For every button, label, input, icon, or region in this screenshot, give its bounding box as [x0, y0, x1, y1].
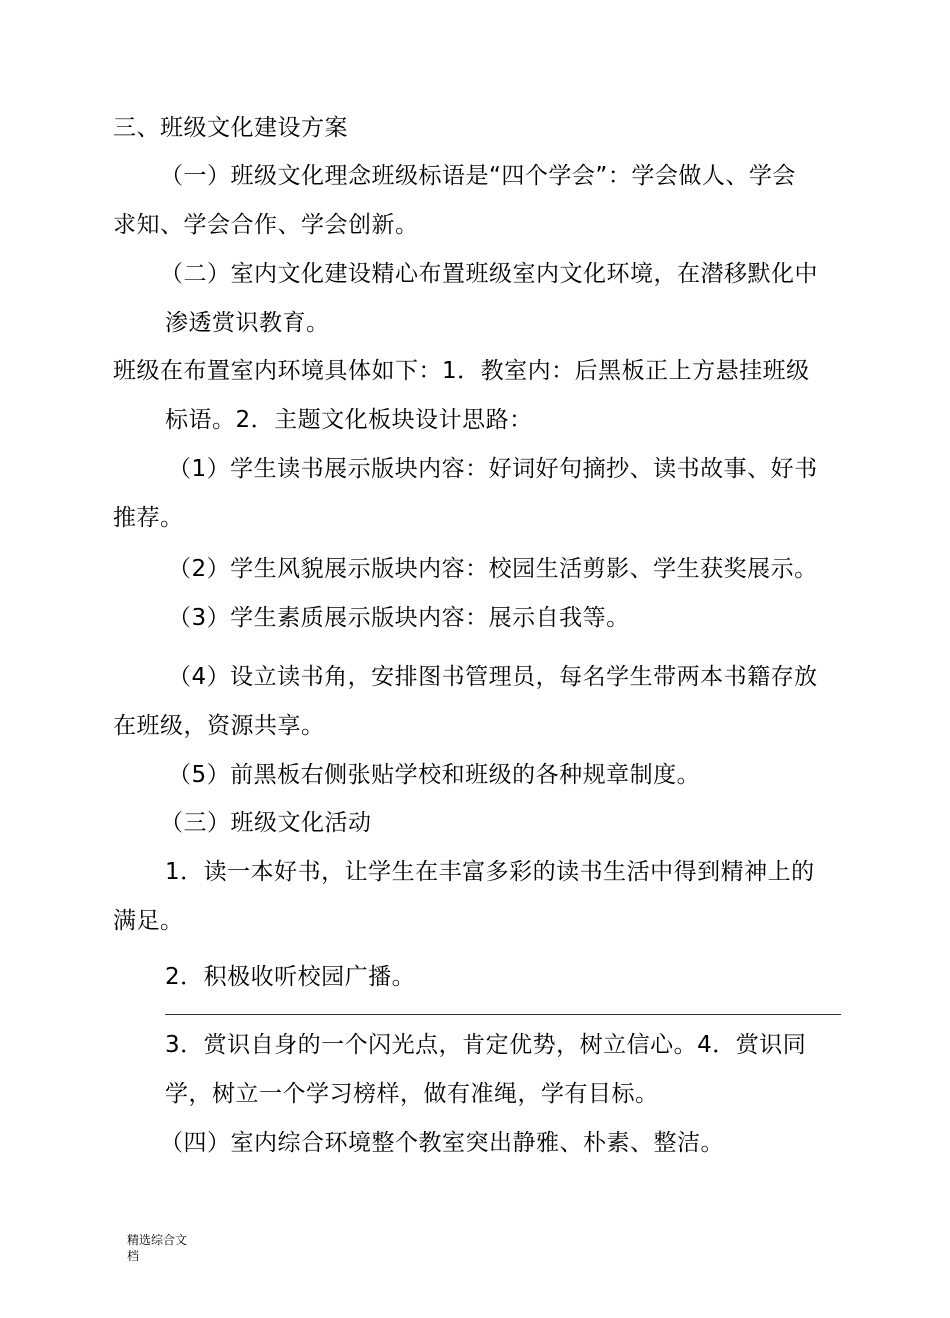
paragraph-line: （一）班级文化理念班级标语是“四个学会”：学会做人、学会: [160, 163, 796, 189]
list-item: （4）设立读书角，安排图书管理员，每名学生带两本书籍存放: [168, 664, 818, 690]
paragraph-line: 在班级，资源共享。: [113, 713, 325, 739]
paragraph-line: （二）室内文化建设精心布置班级室内文化环境，在潜移默化中: [160, 261, 818, 287]
paragraph-line: 渗透赏识教育。: [165, 310, 330, 336]
paragraph-line: 求知、学会合作、学会创新。: [113, 212, 419, 238]
page-footer: [127, 1232, 187, 1264]
paragraph-line: 满足。: [113, 908, 184, 934]
list-item: 2．积极收听校园广播。: [165, 964, 416, 990]
subsection-heading: （三）班级文化活动: [160, 810, 372, 836]
list-item: 1．读一本好书，让学生在丰富多彩的读书生活中得到精神上的: [165, 859, 815, 885]
paragraph-line: 标语。2．主题文化板块设计思路：: [165, 407, 533, 433]
horizontal-rule: [165, 1014, 841, 1015]
subsection-heading: （四）室内综合环境整个教室突出静雅、朴素、整洁。: [160, 1130, 724, 1156]
paragraph-line: 学，树立一个学习榜样，做有准绳，学有目标。: [165, 1081, 659, 1107]
list-item: （1）学生读书展示版块内容：好词好句摘抄、读书故事、好书: [168, 456, 818, 482]
list-item: （3）学生素质展示版块内容：展示自我等。: [168, 605, 630, 631]
footer-line: 档: [127, 1249, 140, 1263]
list-item: 3．赏识自身的一个闪光点，肯定优势，树立信心。4．赏识同: [165, 1032, 807, 1058]
list-item: （5）前黑板右侧张贴学校和班级的各种规章制度。: [168, 762, 701, 788]
paragraph-line: 班级在布置室内环境具体如下：1．教室内：后黑板正上方悬挂班级: [113, 358, 810, 384]
list-item: （2）学生风貌展示版块内容：校园生活剪影、学生获奖展示。: [168, 556, 818, 582]
paragraph-line: 推荐。: [113, 505, 184, 531]
section-heading: 三、班级文化建设方案: [113, 115, 348, 141]
footer-line: 精选综合文: [127, 1233, 188, 1247]
